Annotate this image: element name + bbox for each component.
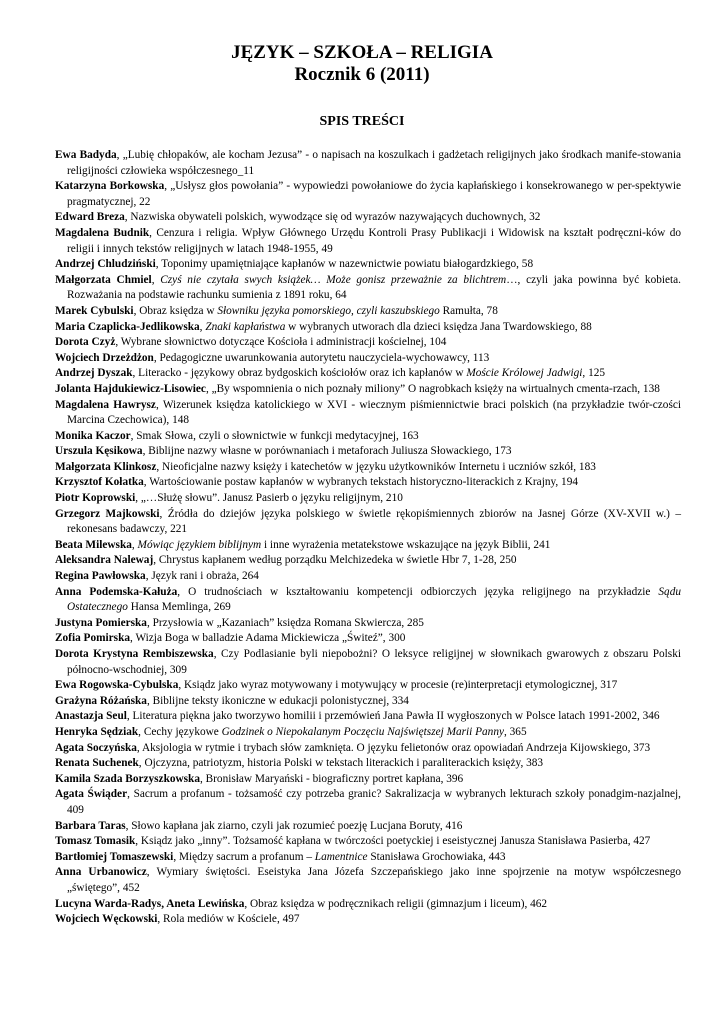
- toc-entry: [55, 179, 681, 210]
- entry-author: Wojciech Węckowski: [55, 913, 158, 926]
- entry-author: Barbara Taras: [55, 819, 126, 832]
- entry-text: , Nieoficjalne nazwy księży i katechetów w języku użytkowników Internetu i uczniów szkół, 183: [156, 460, 596, 473]
- entry-text: , Cechy językowe: [138, 725, 222, 738]
- entry-author: Ewa Rogowska-Cybulska: [55, 679, 179, 692]
- entry-text: , Cenzura i religia. Wpływ Głównego Urzędu Kontroli Prasy Publikacji i Widowisk na kształt podręczni-ków do religii i innych tekstów religijnych w latach 1948-1955, 49: [67, 226, 681, 255]
- toc-entry: [55, 741, 681, 757]
- entry-author: Kamila Szada Borzyszkowska: [55, 772, 200, 785]
- entry-author: Aleksandra Nalewaj: [55, 554, 154, 567]
- entry-text: , Język rani i obraża, 264: [145, 570, 259, 583]
- entry-text: , „By wspomnienia o nich poznały miliony” O nagrobkach księży na wirtualnych cmenta-rzach, 138: [205, 382, 660, 395]
- entry-title-italic: Czyś nie czytała swych książek… Może gonisz przeważnie za blichtrem: [160, 273, 507, 286]
- toc-entry: [55, 897, 681, 913]
- toc-entry: [55, 772, 681, 788]
- toc-entry: [55, 725, 681, 741]
- toc-entry: [55, 709, 681, 725]
- toc-entry: [55, 585, 681, 616]
- entry-author: Marek Cybulski: [55, 304, 134, 317]
- entry-text: , Ksiądz jako „inny”. Tożsamość kapłana w twórczości poetyckiej i eseistycznej Janusza Stanisława Pasierba, 427: [135, 835, 651, 848]
- entry-text: , 365: [504, 725, 527, 738]
- entry-title-italic: Godzinek o Niepokalanym Poczęciu Najświętszej Marii Panny: [221, 725, 504, 738]
- entry-text: , Bronisław Maryański - biograficzny portret kapłana, 396: [199, 772, 464, 785]
- toc-entry: [55, 273, 681, 304]
- entry-text: , Między sacrum a profanum –: [173, 850, 315, 863]
- entry-text: , Toponimy upamiętniające kapłanów w nazewnictwie powiatu białogardzkiego, 58: [155, 258, 534, 271]
- entry-author: Katarzyna Borkowska: [55, 180, 165, 193]
- entry-author: Justyna Pomierska: [55, 616, 147, 629]
- entry-author: Anastazja Seul: [55, 710, 127, 723]
- toc-entry: [55, 678, 681, 694]
- toc-entry: [55, 756, 681, 772]
- entry-author: Ewa Badyda: [55, 149, 117, 161]
- toc-entry: [55, 257, 681, 273]
- entry-author: Lucyna Warda-Radys, Aneta Lewińska: [55, 897, 245, 910]
- entry-text: , Pedagogiczne uwarunkowania autorytetu nauczyciela-wychowawcy, 113: [153, 351, 490, 364]
- entry-text: , 125: [582, 367, 606, 380]
- entry-author: Piotr Koprowski: [55, 492, 136, 505]
- toc-entry: [55, 335, 681, 351]
- entry-text: , Ksiądz jako wyraz motywowany i motywujący w procesie (re)interpretacji etymologicznej, 317: [178, 679, 618, 692]
- entry-text: , Sacrum a profanum - tożsamość czy potrzeba granic? Sakralizacja w wybranych lekturach szkoły ponadgim-nazjalnej, 409: [67, 788, 681, 816]
- toc-entry: [55, 647, 681, 678]
- toc-entry: [55, 398, 681, 429]
- toc-entry: [55, 850, 681, 866]
- volume-title: Rocznik 6 (2011): [294, 64, 430, 85]
- toc-entry: [55, 148, 681, 179]
- entry-title-italic: Mówiąc językiem biblijnym: [137, 538, 262, 551]
- entry-author: Edward Breza: [55, 211, 125, 224]
- toc-entry: [55, 382, 681, 398]
- entry-author: Krzysztof Kołatka: [55, 476, 144, 489]
- toc-entry: [55, 865, 681, 896]
- toc-entry: [55, 834, 681, 850]
- entry-author: Agata Świąder: [55, 788, 128, 801]
- entry-author: Małgorzata Chmiel: [55, 273, 152, 286]
- entry-text: ,: [131, 538, 138, 551]
- entry-author: Wojciech Drzeżdżon: [55, 351, 154, 364]
- entry-text: , O trudnościach w kształtowaniu kompetencji odbiorczych języka religijnego na przykładzie: [177, 585, 659, 598]
- toc-entry: [55, 553, 681, 569]
- entry-text: , Wartościowanie postaw kapłanów w wybranych tekstach historyczno-literackich z Krajny, 194: [143, 476, 578, 489]
- entry-author: Renata Suchenek: [55, 757, 139, 770]
- entry-text: , Chrystus kapłanem według porządku Melchizedeka w świetle Hbr 7, 1-28, 250: [153, 554, 517, 567]
- entry-title-italic: Moście Królowej Jadwigi: [466, 367, 583, 380]
- entry-author: Anna Podemska-Kałuża: [55, 585, 178, 598]
- entry-author: Tomasz Tomasik: [55, 835, 136, 848]
- entry-text: , Źródła do dziejów języka polskiego w świetle rękopiśmiennych zbiorów na Jasnej Górze (XV-XVII w.) – rekonesans badawczy, 221: [67, 507, 681, 536]
- entry-author: Andrzej Dyszak: [55, 367, 133, 380]
- toc-entry: [55, 491, 681, 507]
- entry-text: , Obraz księdza w: [133, 304, 218, 317]
- entry-text: , Ojczyzna, patriotyzm, historia Polski w tekstach literackich i paraliterackich księży, 383: [138, 757, 544, 770]
- toc-entry: [55, 429, 681, 445]
- entry-title-italic: Lamentnice: [314, 850, 368, 863]
- entry-text: , Literatura piękna jako tworzywo homilii i przemówień Jana Pawła II wygłoszonych w Polsce latach 1991-2002, 346: [126, 710, 660, 723]
- entry-text: Hansa Memlinga, 269: [127, 601, 231, 614]
- entry-text: w wybranych utworach dla dzieci księdza Jana Twardowskiego, 88: [285, 320, 592, 333]
- entry-text: , Przysłowia w „Kazaniach” księdza Romana Skwiercza, 285: [146, 616, 424, 629]
- entry-text: , Nazwiska obywateli polskich, wywodzące się od wyrazów nazywających duchownych, 32: [124, 211, 541, 224]
- toc-entry: [55, 787, 681, 818]
- entry-text: ,: [151, 273, 161, 286]
- entry-text: , Literacko - językowy obraz bydgoskich kościołów oraz ich kapłanów w: [132, 367, 467, 380]
- toc-entry: [55, 210, 681, 226]
- entry-author: Anna Urbanowicz: [55, 866, 147, 879]
- entry-author: Andrzej Chludziński: [55, 258, 156, 271]
- entry-author: Grzegorz Majkowski: [55, 507, 160, 520]
- entry-author: Magdalena Hawrysz: [55, 398, 156, 411]
- entry-author: Małgorzata Klinkosz: [55, 460, 157, 473]
- entry-author: Zofia Pomirska: [55, 632, 130, 645]
- entry-text: ,: [199, 320, 206, 333]
- entry-text: , Słowo kapłana jak ziarno, czyli jak rozumieć poezję Lucjana Boruty, 416: [125, 819, 463, 832]
- entry-text: , Biblijne teksty ikoniczne w edukacji polonistycznej, 334: [146, 694, 409, 707]
- entry-author: Grażyna Różańska: [55, 694, 147, 707]
- entry-author: Bartłomiej Tomaszewski: [55, 850, 174, 863]
- entry-text: , Rola mediów w Kościele, 497: [157, 913, 300, 926]
- entry-author: Magdalena Budnik: [55, 226, 150, 239]
- toc-entry: [55, 538, 681, 554]
- entry-text: i inne wyrażenia metatekstowe wskazujące na język Biblii, 241: [261, 538, 551, 551]
- entry-title-italic: Sądu Ostatecznego: [67, 585, 681, 614]
- toc-entry: [55, 226, 681, 257]
- toc-entry: [55, 304, 681, 320]
- toc-heading: SPIS TREŚCI: [319, 114, 405, 129]
- toc-entry: [55, 366, 681, 382]
- entry-author: Urszula Kęsikowa: [55, 445, 143, 458]
- toc-entry: [55, 460, 681, 476]
- entry-text: , Smak Słowa, czyli o słownictwie w funkcji medytacyjnej, 163: [130, 429, 419, 442]
- entry-author: Dorota Czyż: [55, 336, 116, 349]
- toc-entry: [55, 507, 681, 538]
- entry-author: Dorota Krystyna Rembiszewska: [55, 648, 214, 660]
- toc-entry: [55, 819, 681, 835]
- entry-author: Jolanta Hajdukiewicz-Lisowiec: [55, 382, 206, 395]
- toc-entry: [55, 912, 681, 928]
- entry-text: , Wybrane słownictwo dotyczące Kościoła i administracji kościelnej, 104: [115, 336, 447, 349]
- journal-title: JĘZYK – SZKOŁA – RELIGIA: [231, 42, 493, 63]
- entry-author: Agata Soczyńska: [55, 741, 137, 754]
- entry-text: , Aksjologia w rytmie i trybach słów zamknięta. O języku felietonów oraz opowiadań Andrzeja Kijowskiego, 373: [136, 741, 651, 754]
- toc-entry: [55, 616, 681, 632]
- entry-text: , Wizerunek księdza katolickiego w XVI - wiecznym piśmiennictwie braci polskich (na przykładzie twór-czości Marcina Czechowica), 148: [67, 398, 681, 427]
- toc-entry: [55, 351, 681, 367]
- entry-author: Beata Milewska: [55, 538, 132, 551]
- entry-title-italic: Znaki kapłaństwa: [205, 320, 286, 333]
- toc-entry: [55, 631, 681, 647]
- toc-entry: [55, 475, 681, 491]
- entry-text: , „Lubię chłopaków, ale kocham Jezusa” - o napisach na koszulkach i gadżetach religijnych jako środkach manife-stowania religijności człowieka współczesnego_11: [67, 149, 681, 177]
- entry-text: …, czyli jaka powinna być kobieta. Rozważania na podstawie rachunku sumienia z 1891 roku, 64: [67, 273, 681, 302]
- entry-author: Monika Kaczor: [55, 429, 131, 442]
- toc-entry: [55, 694, 681, 710]
- entry-text: , Wymiary świętości. Eseistyka Jana Józefa Szczepańskiego jako inne spojrzenie na motyw współczesnego „świętego”, 452: [67, 866, 681, 894]
- entry-author: Regina Pawłowska: [55, 570, 146, 583]
- toc-entry: [55, 569, 681, 585]
- entry-text: Stanisława Grochowiaka, 443: [367, 850, 506, 863]
- entry-title-italic: Słowniku języka pomorskiego, czyli kaszubskiego: [217, 304, 440, 317]
- entry-text: , Obraz księdza w podręcznikach religii (gimnazjum i liceum), 462: [244, 897, 548, 910]
- entry-author: Henryka Sędziak: [55, 725, 139, 738]
- entry-text: Ramułta, 78: [439, 304, 498, 317]
- toc-entry: [55, 444, 681, 460]
- entry-text: , Czy Podlasianie byli niepobożni? O leksyce religijnej w słownikach gwarowych z obszaru Polski północno-wschodniej, 309: [67, 648, 681, 676]
- entry-text: , „Usłysz głos powołania” - wypowiedzi powołaniowe do życia kapłańskiego i konsekrowanego w per-spektywie pragmatycznej, 22: [67, 180, 681, 208]
- entry-text: , „…Służę słowu”. Janusz Pasierb o języku religijnym, 210: [135, 492, 403, 505]
- entry-author: Maria Czaplicka-Jedlikowska: [55, 320, 200, 333]
- toc-entry: [55, 320, 681, 336]
- entry-text: , Wizja Boga w balladzie Adama Mickiewicza „Świteź”, 300: [130, 632, 406, 645]
- table-of-contents: [55, 148, 681, 928]
- entry-text: , Biblijne nazwy własne w porównaniach i metaforach Juliusza Słowackiego, 173: [142, 445, 512, 458]
